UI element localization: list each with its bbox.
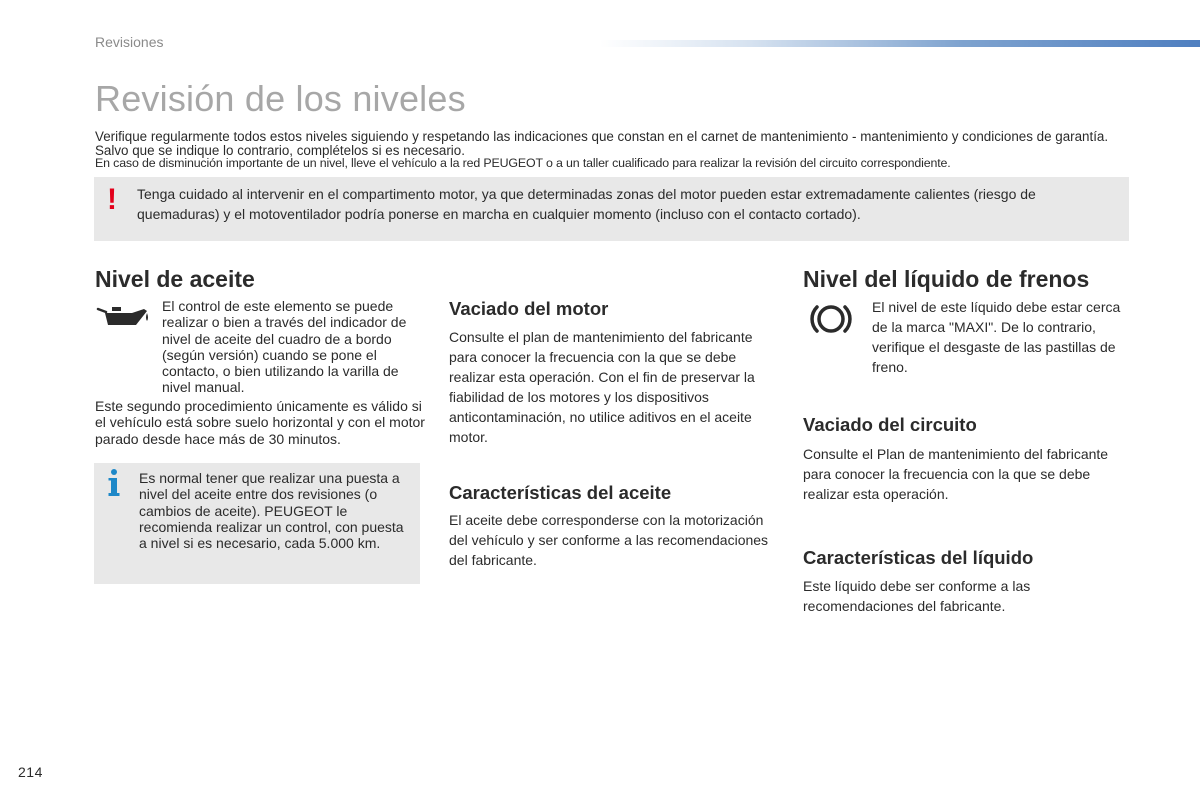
fluid-specs-title: Características del líquido [803,547,1034,568]
brake-fluid-title: Nivel del líquido de frenos [803,266,1090,292]
info-icon [107,468,121,498]
oil-level-text: El control de este elemento se puede realizar o bien a través del indicador de nivel de aceite del cuadro de a bordo (según versión) cuando se pone el contacto, o bien utilizando la varilla de nivel manual. [162,298,407,396]
engine-drain-text: Consulte el plan de mantenimiento del fabricante para conocer la frecuencia con la que se debe realizar esta operación. Con el fin de preservar la fiabilidad de los motores y los dispositivos anticontaminación, no utilice aditivos en el aceite motor. [449,329,755,445]
oil-specs-text: El aceite debe corresponderse con la motorización del vehículo y ser conforme a las recomendaciones del fabricante. [449,512,769,568]
engine-drain-title: Vaciado del motor [449,298,609,319]
oil-can-icon [96,303,152,333]
section-label: Revisiones [95,34,164,50]
warning-icon: ! [107,183,117,216]
intro-text [95,130,1125,171]
page-number: 214 [18,764,43,780]
header-gradient-bar [600,40,1200,47]
oil-specs-title: Características del aceite [449,482,672,503]
oil-level-title: Nivel de aceite [95,266,255,292]
brake-warning-icon [805,298,857,340]
circuit-drain-title: Vaciado del circuito [803,414,977,435]
circuit-drain-text: Consulte el Plan de mantenimiento del fabricante para conocer la frecuencia con la que se debe realizar esta operación. [803,446,1109,502]
intro-paragraph: En caso de disminución importante de un nivel, lleve el vehículo a la red PEUGEOT o a un taller cualificado para realizar la revisión del circuito correspondiente. [95,156,951,170]
page-title: Revisión de los niveles [95,78,466,119]
intro-paragraph: Verifique regularmente todos estos niveles siguiendo y respetando las indicaciones que constan en el carnet de mantenimiento - mantenimiento y condiciones de garantía. Salvo que se indique lo contrario, complételos si es necesario. [95,129,1109,158]
oil-level-text-secondary: Este segundo procedimiento únicamente es válido si el vehículo está sobre suelo horizontal y con el motor parado desde hace más de 30 minutos. [95,398,425,447]
brake-fluid-text: El nivel de este líquido debe estar cerca de la marca "MAXI". De lo contrario, verifique el desgaste de las pastillas de freno. [872,299,1121,375]
warning-text: Tenga cuidado al intervenir en el compartimento motor, ya que determinadas zonas del motor pueden estar extremadamente calientes (riesgo de quemaduras) y el motoventilador podría ponerse en marcha en cualquier momento (incluso con el contacto cortado). [137,186,1036,222]
info-text: Es normal tener que realizar una puesta a nivel del aceite entre dos revisiones (o cambios de aceite). PEUGEOT le recomienda realizar un control, con puesta a nivel si es necesario, cada 5.000 km. [139,470,404,552]
fluid-specs-text: Este líquido debe ser conforme a las recomendaciones del fabricante. [803,578,1031,614]
